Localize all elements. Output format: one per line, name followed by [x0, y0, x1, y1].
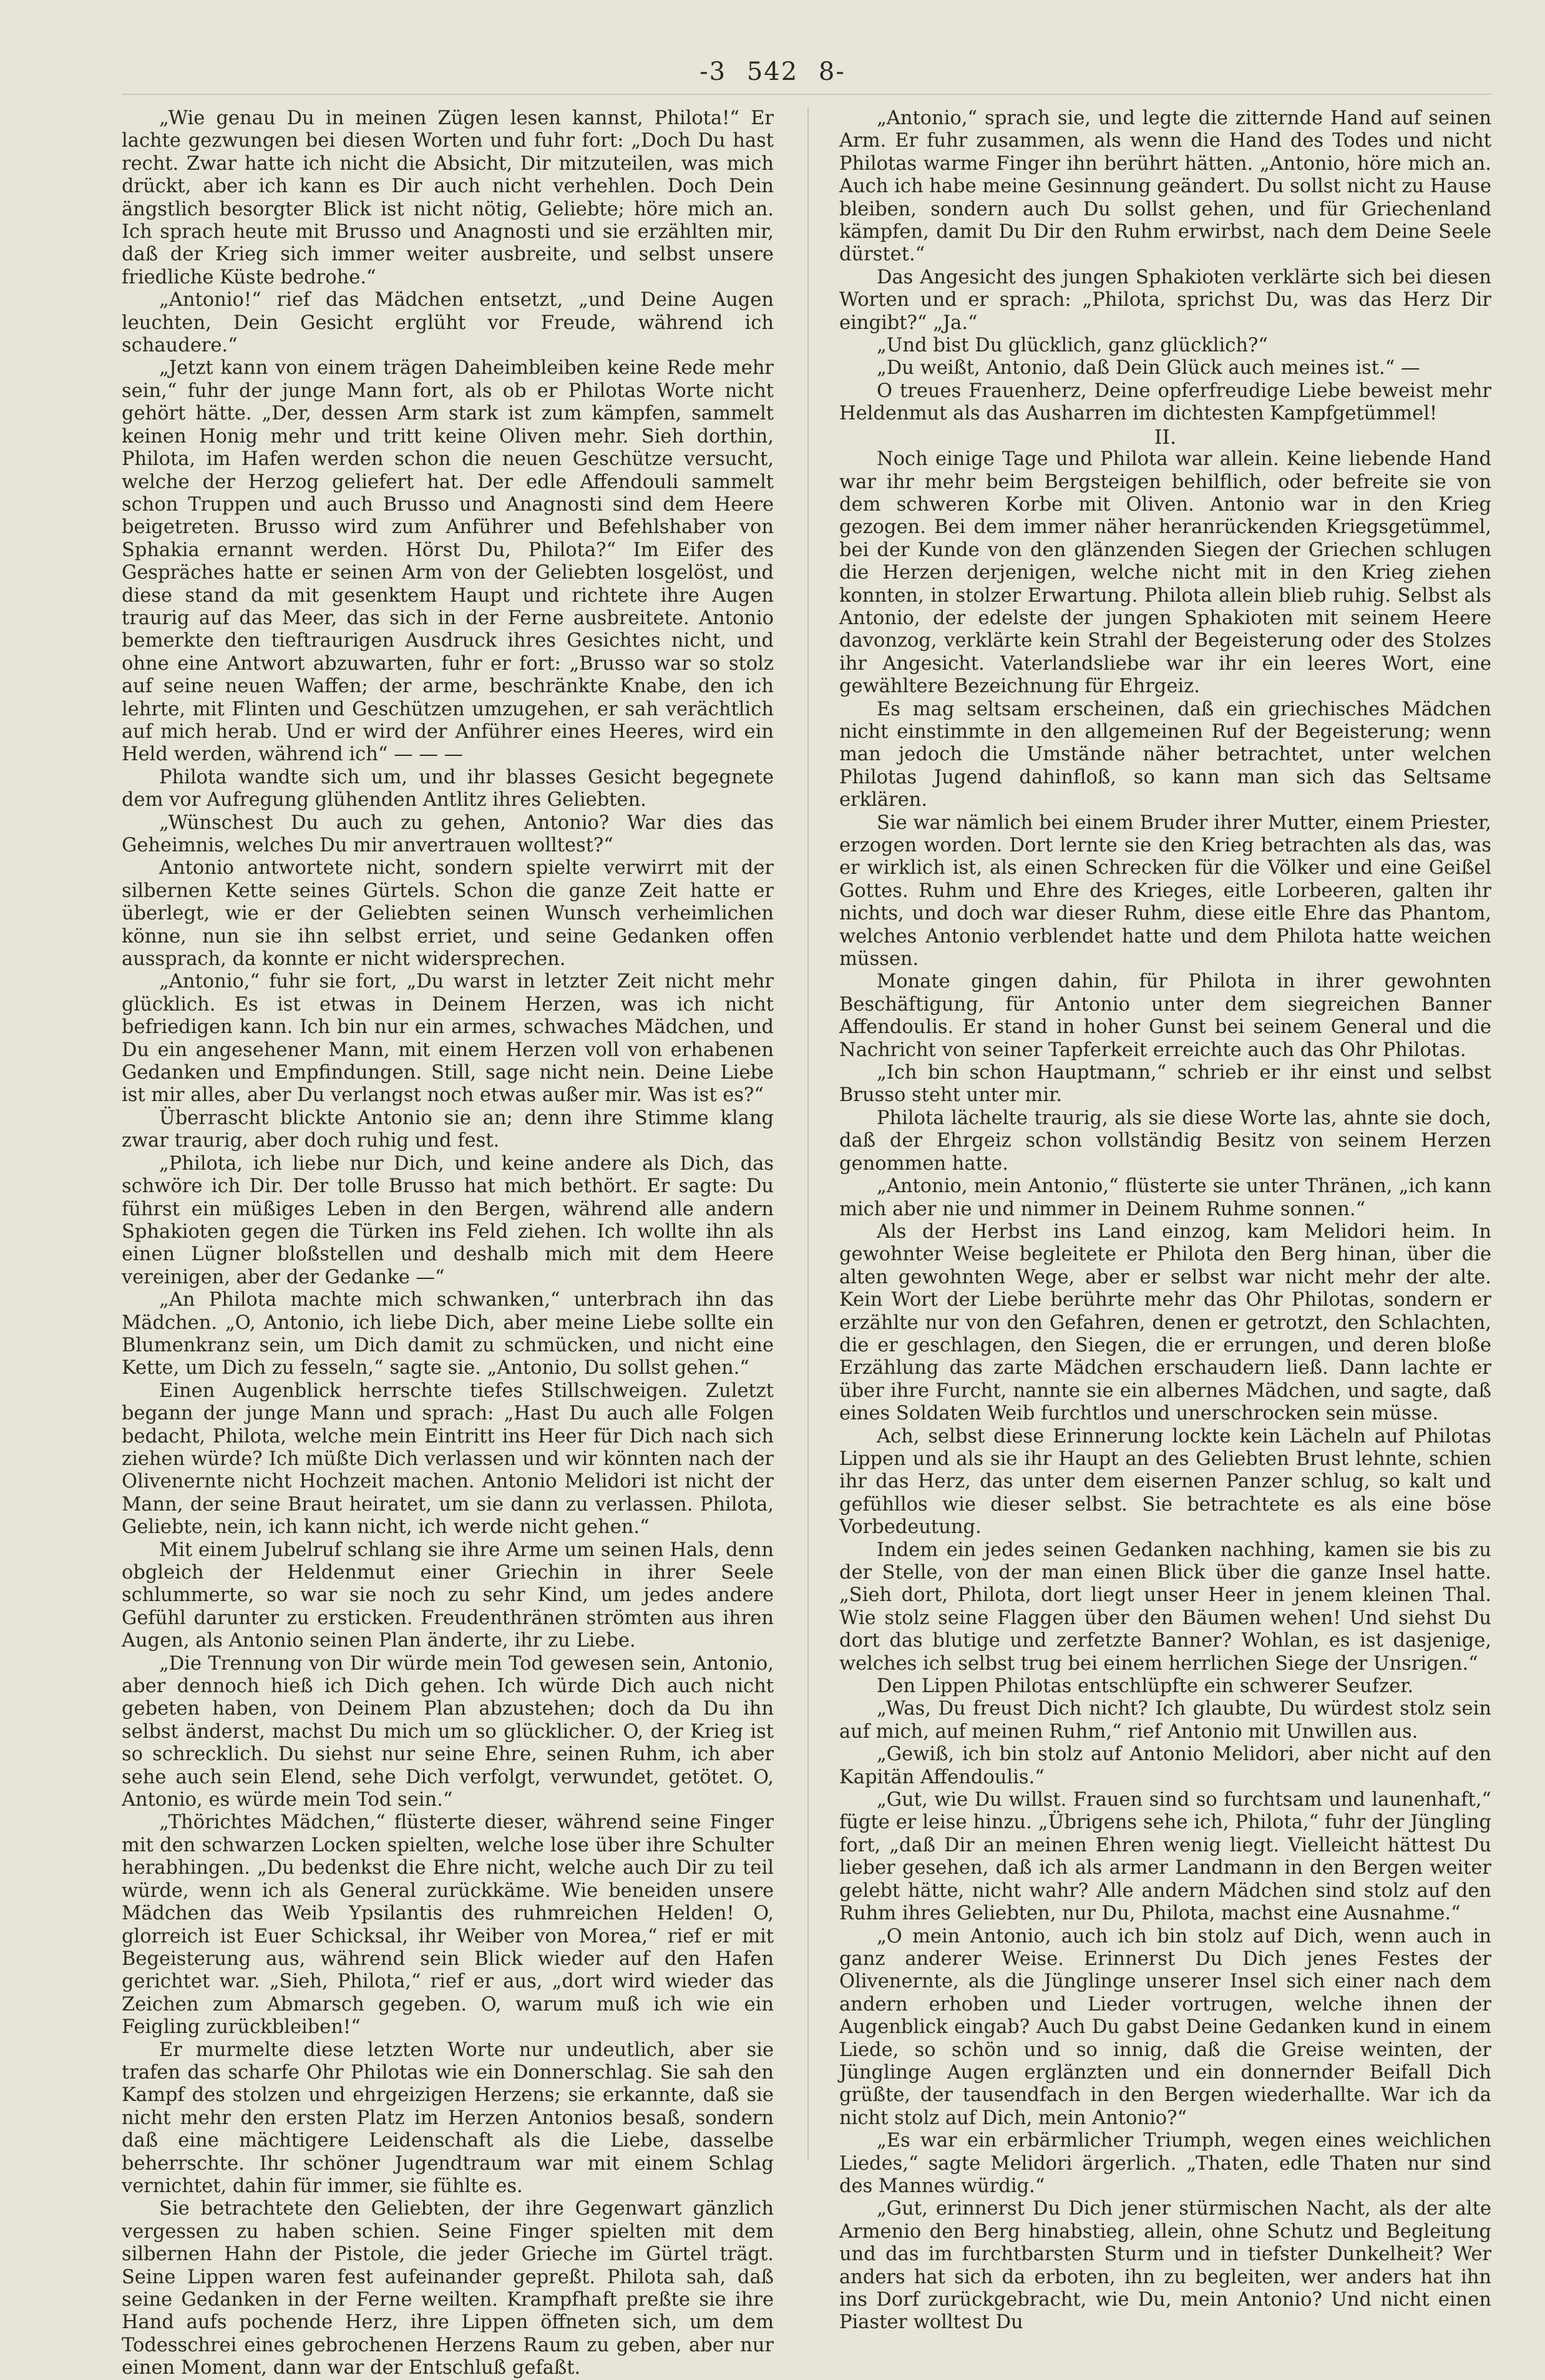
paragraph: Überrascht blickte Antonio sie an; denn ihre Stimme klang zwar traurig, aber doch ruhig und fest.	[122, 1107, 774, 1152]
section-heading: II.	[1154, 424, 1177, 449]
paragraph: „Ich bin schon Hauptmann,“ schrieb er ihr einst und selbst Brusso steht unter mir.	[839, 1062, 1491, 1107]
column-divider	[807, 107, 809, 2161]
paragraph: O treues Frauenherz, Deine opferfreudige Liebe beweist mehr Heldenmut als das Ausharren im dichtesten Kampfgetümmel!	[839, 380, 1491, 425]
header-ornament-right: 8-	[818, 57, 846, 86]
paragraph: Es mag seltsam erscheinen, daß ein griechisches Mädchen nicht einstimmte in den allgemeinen Ruf der Begeisterung; wenn man jedoch die Umstände näher betrachtet, unter welchen Philotas Jugend dahinfloß, so kann man sich das Seltsame erklären.	[839, 698, 1491, 811]
paragraph: „Gewiß, ich bin stolz auf Antonio Melidori, aber nicht auf den Kapitän Affendoulis.“	[839, 1743, 1491, 1788]
paragraph: „Antonio,“ fuhr sie fort, „Du warst in letzter Zeit nicht mehr glücklich. Es ist etwas in Deinem Herzen, was ich nicht befriedigen kann. Ich bin nur ein armes, schwaches Mädchen, und Du ein angesehener Mann, mit einem Herzen voll von erhabenen Gedanken und Empfindungen. Still, sage nicht nein. Deine Liebe ist mir alles, aber Du verlangst noch etwas außer mir. Was ist es?“	[122, 971, 774, 1107]
paragraph: „Du weißt, Antonio, daß Dein Glück auch meines ist.“ —	[877, 357, 1420, 380]
paragraph: Ach, selbst diese Erinnerung lockte kein Lächeln auf Philotas Lippen und als sie ihr Haupt an des Geliebten Brust lehnte, schien ihr das Herz, das unter dem eisernen Panzer schlug, so kalt und gefühllos wie dieser selbst. Sie betrachtete es als eine böse Vorbedeutung.	[839, 1425, 1491, 1539]
paragraph: Einen Augenblick herrschte tiefes Stillschweigen. Zuletzt begann der junge Mann und sprach: „Hast Du auch alle Folgen bedacht, Philota, welche mein Eintritt ins Heer für Dich nach sich ziehen würde? Ich müßte Dich verlassen und wir könnten nach der Olivenernte nicht Hochzeit machen. Antonio Melidori ist nicht der Mann, der seine Braut heiratet, um sie dann zu verlassen. Philota, Geliebte, nein, ich kann nicht, ich werde nicht gehen.“	[122, 1379, 774, 1539]
right-column-part1	[839, 107, 1491, 426]
paragraph: Er murmelte diese letzten Worte nur undeutlich, aber sie trafen das scharfe Ohr Philotas wie ein Donnerschlag. Sie sah den Kampf des stolzen und ehrgeizigen Herzens; sie erkannte, daß sie nicht mehr den ersten Platz im Herzen Antonios besaß, sondern daß eine mächtigere Leidenschaft als die Liebe, dasselbe beherrschte. Ihr schöner Jugendtraum war mit einem Schlag vernichtet, dahin für immer, sie fühlte es.	[122, 2039, 774, 2197]
paragraph: „Philota, ich liebe nur Dich, und keine andere als Dich, das schwöre ich Dir. Der tolle Brusso hat mich bethört. Er sagte: Du führst ein müßiges Leben in den Bergen, während alle andern Sphakioten gegen die Türken ins Feld ziehen. Ich wollte ihn als einen Lügner bloßstellen und deshalb mich mit dem Heere vereinigen, aber der Gedanke —“	[122, 1152, 774, 1288]
paragraph: „Antonio, mein Antonio,“ flüsterte sie unter Thränen, „ich kann mich aber nie und nimmer in Deinem Ruhme sonnen.“	[839, 1175, 1491, 1220]
paragraph: „Die Trennung von Dir würde mein Tod gewesen sein, Antonio, aber dennoch hieß ich Dich gehen. Ich würde Dich auch nicht gebeten haben, von Deinem Plan abzustehen; doch da Du ihn selbst änderst, machst Du mich um so glücklicher. O, der Krieg ist so schrecklich. Du siehst nur seine Ehre, seinen Ruhm, ich aber sehe auch sein Elend, sehe Dich verfolgt, verwundet, getötet. O, Antonio, es würde mein Tod sein.“	[122, 1652, 774, 1811]
paragraph: Das Angesicht des jungen Sphakioten verklärte sich bei diesen Worten und er sprach: „Philota, sprichst Du, was das Herz Dir eingibt?“ „Ja.“	[839, 266, 1491, 334]
paragraph: „Was, Du freust Dich nicht? Ich glaubte, Du würdest stolz sein auf mich, auf meinen Ruhm,“ rief Antonio mit Unwillen aus.	[839, 1698, 1491, 1743]
paragraph: Den Lippen Philotas entschlüpfte ein schwerer Seufzer.	[877, 1675, 1414, 1698]
paragraph: „Antonio,“ sprach sie, und legte die zitternde Hand auf seinen Arm. Er fuhr zusammen, als wenn die Hand des Todes und nicht Philotas warme Finger ihn berührt hätten. „Antonio, höre mich an. Auch ich habe meine Gesinnung geändert. Du sollst nicht zu Hause bleiben, sondern auch Du sollst gehen, und für Griechenland kämpfen, damit Du Dir den Ruhm erwirbst, nach dem Deine Seele dürstet.“	[839, 107, 1491, 266]
paragraph: Sie war nämlich bei einem Bruder ihrer Mutter, einem Priester, erzogen worden. Dort lernte sie den Krieg betrachten als das, was er wirklich ist, als einen Schrecken für die Völker und eine Geißel Gottes. Ruhm und Ehre des Krieges, eitle Lorbeeren, galten ihr nichts, und doch war dieser Ruhm, diese eitle Ehre das Phantom, welches Antonio verblendet hatte und dem Philota hatte weichen müssen.	[839, 811, 1491, 971]
paragraph: Antonio antwortete nicht, sondern spielte verwirrt mit der silbernen Kette seines Gürtels. Schon die ganze Zeit hatte er überlegt, wie er der Geliebten seinen Wunsch verheimlichen könne, nun sie ihn selbst erriet, und seine Gedanken offen aussprach, da konnte er nicht widersprechen.	[122, 857, 774, 971]
paragraph: „Es war ein erbärmlicher Triumph, wegen eines weichlichen Liedes,“ sagte Melidori ärgerlich. „Thaten, edle Thaten nur sind des Mannes würdig.“	[839, 2130, 1491, 2197]
paragraph: „An Philota machte mich schwanken,“ unterbrach ihn das Mädchen. „O, Antonio, ich liebe Dich, aber meine Liebe sollte ein Blumenkranz sein, um Dich damit zu schmücken, und nicht eine Kette, um Dich zu fesseln,“ sagte sie. „Antonio, Du sollst gehen.“	[122, 1289, 774, 1379]
paragraph: Sie betrachtete den Geliebten, der ihre Gegenwart gänzlich vergessen zu haben schien. Seine Finger spielten mit dem silbernen Hahn der Pistole, die jeder Grieche im Gürtel trägt. Seine Lippen waren fest aufeinander gepreßt. Philota sah, daß seine Gedanken in der Ferne weilten. Krampfhaft preßte sie ihre Hand aufs pochende Herz, ihre Lippen öffneten sich, um dem Todesschrei eines gebrochenen Herzens Raum zu geben, aber nur einen Moment, dann war der Entschluß gefaßt.	[122, 2198, 774, 2379]
right-column	[839, 107, 1491, 2334]
right-column-part2	[839, 448, 1491, 2334]
header-rule	[122, 94, 1491, 95]
paragraph: „Gut, wie Du willst. Frauen sind so furchtsam und launenhaft,“ fügte er leise hinzu. „Übrigens sehe ich, Philota,“ fuhr der Jüngling fort, „daß Dir an meinen Ehren wenig liegt. Vielleicht hättest Du lieber gesehen, daß ich als armer Landmann in den Bergen weiter gelebt hätte, nicht wahr? Alle andern Mädchen sind stolz auf den Ruhm ihres Geliebten, nur Du, Philota, machst eine Ausnahme.“	[839, 1789, 1491, 1925]
paragraph: Indem ein jedes seinen Gedanken nachhing, kamen sie bis zu der Stelle, von der man einen Blick über die ganze Insel hatte. „Sieh dort, Philota, dort liegt unser Heer in jenem kleinen Thal. Wie stolz seine Flaggen über den Bäumen wehen! Und siehst Du dort das blutige und zerfetzte Banner? Wohlan, es ist dasjenige, welches ich selbst trug bei einem herrlichen Siege der Unsrigen.“	[839, 1539, 1491, 1675]
paragraph: „Thörichtes Mädchen,“ flüsterte dieser, während seine Finger mit den schwarzen Locken spielten, welche lose über ihre Schulter herabhingen. „Du bedenkst die Ehre nicht, welche auch Dir zu teil würde, wenn ich als General zurückkäme. Wie beneiden unsere Mädchen das Weib Ypsilantis des ruhmreichen Helden! O, glorreich ist Euer Schicksal, ihr Weiber von Morea,“ rief er mit Begeisterung aus, während sein Blick wieder auf den Hafen gerichtet war. „Sieh, Philota,“ rief er aus, „dort wird wieder das Zeichen zum Abmarsch gegeben. O, warum muß ich wie ein Feigling zurückbleiben!“	[122, 1811, 774, 2039]
left-column	[122, 107, 774, 2379]
paragraph: „O mein Antonio, auch ich bin stolz auf Dich, wenn auch in ganz anderer Weise. Erinnerst Du Dich jenes Festes der Olivenernte, als die Jünglinge unserer Insel sich einer nach dem andern erhoben und Lieder vortrugen, welche ihnen der Augenblick eingab? Auch Du gabst Deine Gedanken kund in einem Liede, so schön und so innig, daß die Greise weinten, der Jünglinge Augen erglänzten und ein donnernder Beifall Dich grüßte, der tausendfach in den Bergen wiederhallte. War ich da nicht stolz auf Dich, mein Antonio?“	[839, 1925, 1491, 2129]
paragraph: „Wünschest Du auch zu gehen, Antonio? War dies das Geheimnis, welches Du mir anvertrauen wolltest?“	[122, 811, 774, 856]
header-ornament-left: -3	[699, 57, 727, 86]
paragraph: Philota wandte sich um, und ihr blasses Gesicht begegnete dem vor Aufregung glühenden Antlitz ihres Geliebten.	[122, 766, 774, 811]
paragraph: Als der Herbst ins Land einzog, kam Melidori heim. In gewohnter Weise begleitete er Philota den Berg hinan, über die alten gewohnten Wege, aber er selbst war nicht mehr der alte. Kein Wort der Liebe berührte mehr das Ohr Philotas, sondern er erzählte nur von den Gefahren, denen er getrotzt, den Schlachten, die er geschlagen, den Siegen, die er errungen, und deren bloße Erzählung das zarte Mädchen erschaudern ließ. Dann lachte er über ihre Furcht, nannte sie ein albernes Mädchen, und sagte, daß eines Soldaten Weib furchtlos und unerschrocken sein müsse.	[839, 1220, 1491, 1425]
paragraph: „Gut, erinnerst Du Dich jener stürmischen Nacht, als der alte Armenio den Berg hinabstieg, allein, ohne Schutz und Begleitung und das im furchtbarsten Sturm und in tiefster Dunkelheit? Wer anders hat sich da erboten, ihn zu begleiten, wer anders hat ihn ins Dorf zurückgebracht, wie Du, mein Antonio? Und nicht einen Piaster wolltest Du	[839, 2198, 1491, 2334]
page-header	[0, 57, 1545, 86]
paragraph: „Antonio!“ rief das Mädchen entsetzt, „und Deine Augen leuchten, Dein Gesicht erglüht vor Freude, während ich schaudere.“	[122, 289, 774, 357]
paragraph: Philota lächelte traurig, als sie diese Worte las, ahnte sie doch, daß der Ehrgeiz schon vollständig Besitz von seinem Herzen genommen hatte.	[839, 1107, 1491, 1175]
paragraph: „Wie genau Du in meinen Zügen lesen kannst, Philota!“ Er lachte gezwungen bei diesen Worten und fuhr fort: „Doch Du hast recht. Zwar hatte ich nicht die Absicht, Dir mitzuteilen, was mich drückt, aber ich kann es Dir auch nicht verhehlen. Doch Dein ängstlich besorgter Blick ist nicht nötig, Geliebte; höre mich an. Ich sprach heute mit Brusso und Anagnosti und sie erzählten mir, daß der Krieg sich immer weiter ausbreite, und selbst unsere friedliche Küste bedrohe.“	[122, 107, 774, 288]
paragraph: „Und bist Du glücklich, ganz glücklich?“	[877, 335, 1268, 357]
paragraph: Monate gingen dahin, für Philota in ihrer gewohnten Beschäftigung, für Antonio unter dem siegreichen Banner Affendoulis. Er stand in hoher Gunst bei seinem General und die Nachricht von seiner Tapferkeit erreichte auch das Ohr Philotas.	[839, 971, 1491, 1061]
paragraph: Mit einem Jubelruf schlang sie ihre Arme um seinen Hals, denn obgleich der Heldenmut einer Griechin in ihrer Seele schlummerte, so war sie noch zu sehr Kind, um jedes andere Gefühl darunter zu ersticken. Freudenthränen strömten aus ihren Augen, als Antonio seinen Plan änderte, ihr zu Liebe.	[122, 1539, 774, 1652]
paragraph: „Jetzt kann von einem trägen Daheimbleiben keine Rede mehr sein,“ fuhr der junge Mann fort, als ob er Philotas Worte nicht gehört hätte. „Der, dessen Arm stark ist zum kämpfen, sammelt keinen Honig mehr und tritt keine Oliven mehr. Sieh dorthin, Philota, im Hafen werden schon die neuen Geschütze versucht, welche der Herzog geliefert hat. Der edle Affendouli sammelt schon Truppen und auch Brusso und Anagnosti sind dem Heere beigetreten. Brusso wird zum Anführer und Befehlshaber von Sphakia ernannt werden. Hörst Du, Philota?“ Im Eifer des Gespräches hatte er seinen Arm von der Geliebten losgelöst, und diese stand da mit gesenktem Haupt und richtete ihre Augen traurig auf das Meer, das sich in der Ferne ausbreitete. Antonio bemerkte den tieftraurigen Ausdruck ihres Gesichtes nicht, und ohne eine Antwort abzuwarten, fuhr er fort: „Brusso war so stolz auf seine neuen Waffen; der arme, beschränkte Knabe, den ich lehrte, mit Flinten und Geschützen umzugehen, er sah verächtlich auf mich herab. Und er wird der Anführer eines Heeres, wird ein Held werden, während ich“ — — —	[122, 357, 774, 766]
page-number: 542	[746, 57, 799, 86]
paragraph: Noch einige Tage und Philota war allein. Keine liebende Hand war ihr mehr beim Bergsteigen behilflich, oder befreite sie von dem schweren Korbe mit Oliven. Antonio war in den Krieg gezogen. Bei dem immer näher heranrückenden Kriegsgetümmel, bei der Kunde von den glänzenden Siegen der Griechen schlugen die Herzen derjenigen, welche nicht mit in den Krieg ziehen konnten, in stolzer Erwartung. Philota allein blieb ruhig. Selbst als Antonio, der edelste der jungen Sphakioten mit seinem Heere davonzog, verklärte kein Strahl der Begeisterung oder des Stolzes ihr Angesicht. Vaterlandsliebe war ihr ein leeres Wort, eine gewähltere Bezeichnung für Ehrgeiz.	[839, 448, 1491, 698]
